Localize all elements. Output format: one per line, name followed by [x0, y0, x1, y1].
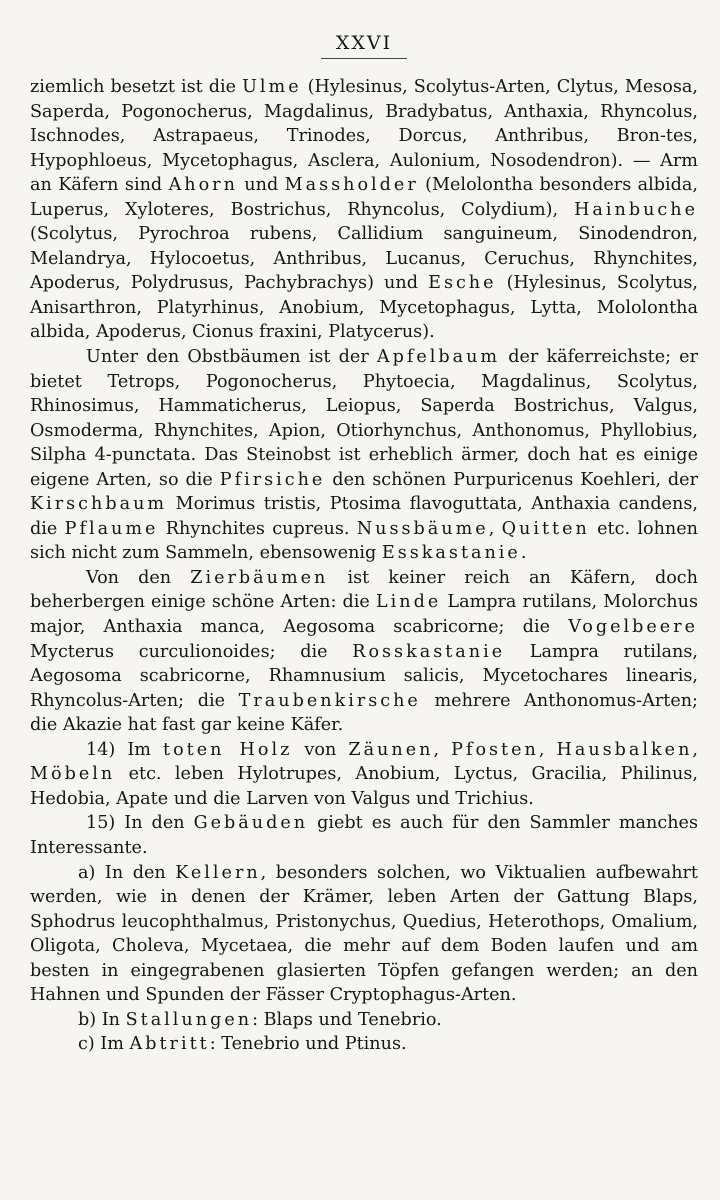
paragraph-p5: 15) In den Gebäuden giebt es auch für den Sammler manches Interessante. — [30, 813, 698, 858]
paragraph-p3: Von den Zierbäumen ist keiner reich an Käfern, doch beherbergen einige schöne Arten: die Linde Lampra rutilans, Molorchus major, Anthaxia manca, Aegosoma scabricorne; die Vogelbeere Mycterus curculionoides; die Rosskastanie Lampra rutilans, Aegosoma scabricorne, Rhamnusium salicis, Mycetochares linearis, Rhyncolus-Arten; die Traubenkirsche mehrere Anthonomus-Arten; die Akazie hat fast gar keine Käfer. — [30, 567, 698, 736]
spaced-term: Ulme — [242, 77, 302, 97]
spaced-term: Rosskastanie — [352, 641, 506, 662]
spaced-term: Stallungen — [125, 1009, 253, 1030]
spaced-term: Nussbäume — [356, 518, 489, 539]
spaced-term: Esche — [428, 273, 497, 294]
spaced-term: Pfirsiche — [219, 469, 326, 490]
spaced-term: Massholder — [284, 175, 419, 196]
spaced-term: Kirschbaum — [30, 494, 168, 515]
header-rule — [321, 58, 407, 59]
spaced-term: Hainbuche — [574, 199, 698, 220]
paragraph-p6: a) In den Kellern, besonders solchen, wo Viktualien aufbewahrt werden, wie in denen der Krämer, leben Arten der Gattung Blaps, Sphodrus leucophthalmus, Pristonychus, Quedius, Heterothops, Omalium, Oligota, Choleva, Mycetaea, die mehr auf dem Boden laufen und am besten in eingegrabenen glasierten Töpfen gefangen werden; an den Hahnen und Spunden der Fässer Cryptophagus-Arten. — [30, 862, 699, 1006]
spaced-term: toten Holz — [163, 739, 293, 760]
paragraph-p7: b) In Stallungen: Blaps und Tenebrio. — [78, 1009, 442, 1030]
spaced-term: Möbeln — [30, 764, 116, 785]
spaced-term: Abtritt — [129, 1034, 210, 1055]
paragraph-p8: c) Im Abtritt: Tenebrio und Ptinus. — [78, 1034, 407, 1055]
spaced-term: Traubenkirsche — [238, 690, 421, 711]
paragraph-p2: Unter den Obstbäumen ist der Apfelbaum der käferreichste; er bietet Tetrops, Pogonocherus, Phytoecia, Magdalinus, Scolytus, Rhinosimus, Hammaticherus, Leiopus, Saperda Bostrichus, Valgus, Osmoderma, Rhynchites, Apion, Otiorhynchus, Anthonomus, Phyllobius, Silpha 4-punctata. Das Steinobst ist erheblich ärmer, doch hat es einige eigene Arten, so die Pfirsiche den schönen Purpuricenus Koehleri, der Kirschbaum Morimus tristis, Ptosima flavoguttata, Anthaxia candens, die Pflaume Rhynchites cupreus. Nussbäume, Quitten etc. lohnen sich nicht zum Sammeln, ebensowenig Esskastanie. — [30, 347, 699, 564]
spaced-term: Kellern — [175, 862, 261, 883]
text-body — [30, 75, 698, 1057]
spaced-term: Zierbäumen — [190, 567, 329, 588]
spaced-term: Quitten — [501, 518, 590, 539]
spaced-term: Vogelbeere — [568, 617, 698, 638]
spaced-term: Apfelbaum — [376, 347, 501, 368]
paragraph-p1: ziemlich besetzt ist die Ulme (Hylesinus, Scolytus-Arten, Clytus, Mesosa, Saperda, Pogonocherus, Magdalinus, Bradybatus, Anthaxia, Rhyncolus, Ischnodes, Astrapaeus, Trinodes, Dorcus, Anthribus, Bron-tes, Hypophloeus, Mycetophagus, Asclera, Aulonium, Nosodendron). — Arm an Käfern sind Ahorn und Massholder (Melolontha besonders albida, Luperus, Xyloteres, Bostrichus, Rhyncolus, Colydium), Hainbuche (Scolytus, Pyrochroa rubens, Callidium sanguineum, Sinodendron, Melandrya, Hylocoetus, Anthribus, Lucanus, Ceruchus, Rhynchites, Apoderus, Polydrusus, Pachybrachys) und Esche (Hylesinus, Scolytus, Anisarthron, Platyrhinus, Anobium, Mycetophagus, Lytta, Mololontha albida, Apoderus, Cionus fraxini, Platycerus). — [30, 77, 698, 343]
spaced-term: Ahorn — [168, 175, 238, 196]
page-number: XXVI — [335, 32, 393, 54]
spaced-term: Esskastanie — [381, 543, 521, 564]
spaced-term: Zäunen — [348, 739, 434, 760]
paragraph-p4: 14) Im toten Holz von Zäunen, Pfosten, Hausbalken, Möbeln etc. leben Hylotrupes, Anobium, Lyctus, Gracilia, Philinus, Hedobia, Apate und die Larven von Valgus und Trichius. — [30, 739, 699, 809]
spaced-term: Pflaume — [64, 518, 159, 539]
spaced-term: Hausbalken — [556, 739, 693, 760]
spaced-term: Gebäuden — [193, 813, 309, 834]
spaced-term: Pfosten — [451, 739, 539, 760]
spaced-term: Linde — [375, 592, 442, 613]
